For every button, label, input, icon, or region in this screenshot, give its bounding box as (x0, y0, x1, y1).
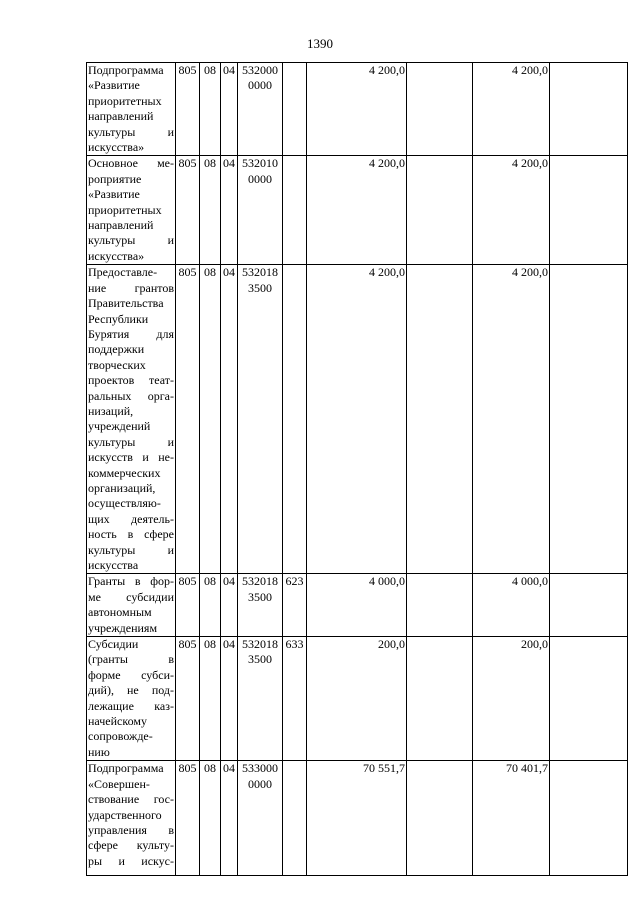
amount-cell-1: 4 200,0 (307, 63, 407, 156)
row-name (87, 265, 176, 574)
row-name-line: осуществляю- (88, 496, 161, 511)
row-name-line: культуры и (88, 542, 174, 557)
target-article-code-line: 0000 (248, 776, 272, 791)
row-name (87, 637, 176, 761)
ministry-code: 805 (176, 156, 200, 265)
row-name-line: «Развитие (88, 187, 140, 202)
target-article-code-line: 532018 (242, 574, 278, 589)
row-name-line: ме субсидии (88, 589, 174, 604)
amount-cell-3: 200,0 (473, 637, 550, 761)
target-article-code-line: 0000 (248, 78, 272, 93)
row-name-line: управления в (88, 822, 174, 837)
target-article-code (238, 574, 283, 637)
amount-cell-1: 4 200,0 (307, 265, 407, 574)
page-number: 1390 (307, 36, 333, 51)
section-code: 08 (200, 637, 221, 761)
expense-type-code (283, 156, 307, 265)
amount-cell-4 (550, 574, 628, 637)
row-name-line: учреждений (88, 419, 151, 434)
row-name-line: щих деятель- (88, 511, 174, 526)
amount-cell-2 (407, 156, 473, 265)
target-article-code-line: 532000 (242, 63, 278, 77)
row-name-line: творческих (88, 357, 146, 372)
row-name-line: начейскому (88, 714, 147, 729)
row-name-line: Подпрограмма (88, 761, 164, 776)
section-code: 08 (200, 761, 221, 876)
row-name-line: роприятие (88, 171, 142, 186)
expense-type-code (283, 63, 307, 156)
row-name-line: Республики (88, 311, 149, 326)
table-row (87, 265, 628, 574)
row-name-line: Предоставле- (88, 265, 158, 280)
expense-type-code: 623 (283, 574, 307, 637)
table-row (87, 63, 628, 156)
row-name-line: культуры и (88, 434, 174, 449)
amount-cell-1: 4 200,0 (307, 156, 407, 265)
row-name-line: дий), не под- (88, 683, 174, 698)
amount-cell-2 (407, 265, 473, 574)
row-name-line: искусств и не- (88, 450, 174, 465)
row-name-line: культуры и (88, 233, 174, 248)
row-name-line: ние грантов (88, 280, 174, 295)
table-row (87, 761, 628, 876)
row-name-line: поддержки (88, 342, 145, 357)
amount-cell-1: 200,0 (307, 637, 407, 761)
amount-cell-2 (407, 761, 473, 876)
target-article-code (238, 63, 283, 156)
table-row (87, 637, 628, 761)
ministry-code: 805 (176, 63, 200, 156)
row-name-line: искусства (88, 558, 139, 572)
amount-cell-1: 70 551,7 (307, 761, 407, 876)
expense-type-code (283, 761, 307, 876)
row-name-line: ры и искус- (88, 853, 174, 868)
section-code: 08 (200, 156, 221, 265)
row-name-line: «Совершен- (88, 776, 150, 791)
subsection-code: 04 (221, 265, 238, 574)
ministry-code: 805 (176, 265, 200, 574)
subsection-code: 04 (221, 156, 238, 265)
row-name-line: Правительства (88, 296, 164, 311)
amount-cell-2 (407, 63, 473, 156)
amount-cell-3: 4 200,0 (473, 63, 550, 156)
amount-cell-3: 4 000,0 (473, 574, 550, 637)
table-row (87, 156, 628, 265)
amount-cell-4 (550, 265, 628, 574)
target-article-code (238, 265, 283, 574)
target-article-code-line: 3500 (248, 589, 272, 604)
budget-table (86, 62, 628, 876)
row-name-line: ствование гос- (88, 792, 174, 807)
row-name-line: искусства» (88, 140, 145, 155)
row-name-line: направлений (88, 109, 154, 124)
row-name-line: «Развитие (88, 78, 140, 93)
row-name-line: (гранты в (88, 652, 174, 667)
row-name-line: сфере культу- (88, 838, 174, 853)
row-name (87, 574, 176, 637)
row-name-line: культуры и (88, 124, 174, 139)
ministry-code: 805 (176, 637, 200, 761)
ministry-code: 805 (176, 761, 200, 876)
section-code: 08 (200, 574, 221, 637)
target-article-code (238, 156, 283, 265)
row-name-line: приоритетных (88, 202, 162, 217)
row-name-line: автономным (88, 605, 152, 620)
row-name-line: ность в сфере (88, 527, 174, 542)
expense-type-code: 633 (283, 637, 307, 761)
target-article-code-line: 532018 (242, 637, 278, 652)
row-name (87, 63, 176, 156)
row-name-line: Основное ме- (88, 156, 174, 171)
row-name (87, 761, 176, 876)
amount-cell-3: 4 200,0 (473, 156, 550, 265)
amount-cell-1: 4 000,0 (307, 574, 407, 637)
row-name-line: Бурятия для (88, 326, 174, 341)
row-name-line: низаций, (88, 403, 134, 418)
row-name-line: нию (88, 744, 110, 759)
target-article-code (238, 637, 283, 761)
ministry-code: 805 (176, 574, 200, 637)
table-row (87, 574, 628, 637)
row-name-line: организаций, (88, 480, 156, 495)
row-name-line: направлений (88, 218, 154, 233)
target-article-code-line: 3500 (248, 280, 272, 295)
target-article-code-line: 0000 (248, 171, 272, 186)
row-name (87, 156, 176, 265)
subsection-code: 04 (221, 574, 238, 637)
target-article-code-line: 532010 (242, 156, 278, 171)
row-name-line: Подпрограмма (88, 63, 164, 77)
row-name-line: коммерческих (88, 465, 161, 480)
row-name-line: Гранты в фор- (88, 574, 174, 589)
row-name-line: ударственного (88, 807, 162, 822)
target-article-code-line: 3500 (248, 652, 272, 667)
row-name-line: проектов теат- (88, 373, 174, 388)
amount-cell-2 (407, 637, 473, 761)
row-name-line: искусства» (88, 248, 145, 263)
amount-cell-2 (407, 574, 473, 637)
row-name-line: учреждениям (88, 620, 158, 635)
subsection-code: 04 (221, 761, 238, 876)
amount-cell-4 (550, 156, 628, 265)
expense-type-code (283, 265, 307, 574)
section-code: 08 (200, 265, 221, 574)
subsection-code: 04 (221, 63, 238, 156)
row-name-line: сопровожде- (88, 729, 153, 744)
row-name-line: ральных орга- (88, 388, 174, 403)
subsection-code: 04 (221, 637, 238, 761)
row-name-line: приоритетных (88, 93, 162, 108)
amount-cell-3: 4 200,0 (473, 265, 550, 574)
target-article-code (238, 761, 283, 876)
row-name-line: Субсидии (88, 637, 139, 652)
amount-cell-4 (550, 637, 628, 761)
amount-cell-4 (550, 761, 628, 876)
target-article-code-line: 533000 (242, 761, 278, 776)
section-code: 08 (200, 63, 221, 156)
target-article-code-line: 532018 (242, 265, 278, 280)
row-name-line: форме субси- (88, 667, 174, 682)
row-name-line: лежащие каз- (88, 698, 174, 713)
amount-cell-3: 70 401,7 (473, 761, 550, 876)
amount-cell-4 (550, 63, 628, 156)
